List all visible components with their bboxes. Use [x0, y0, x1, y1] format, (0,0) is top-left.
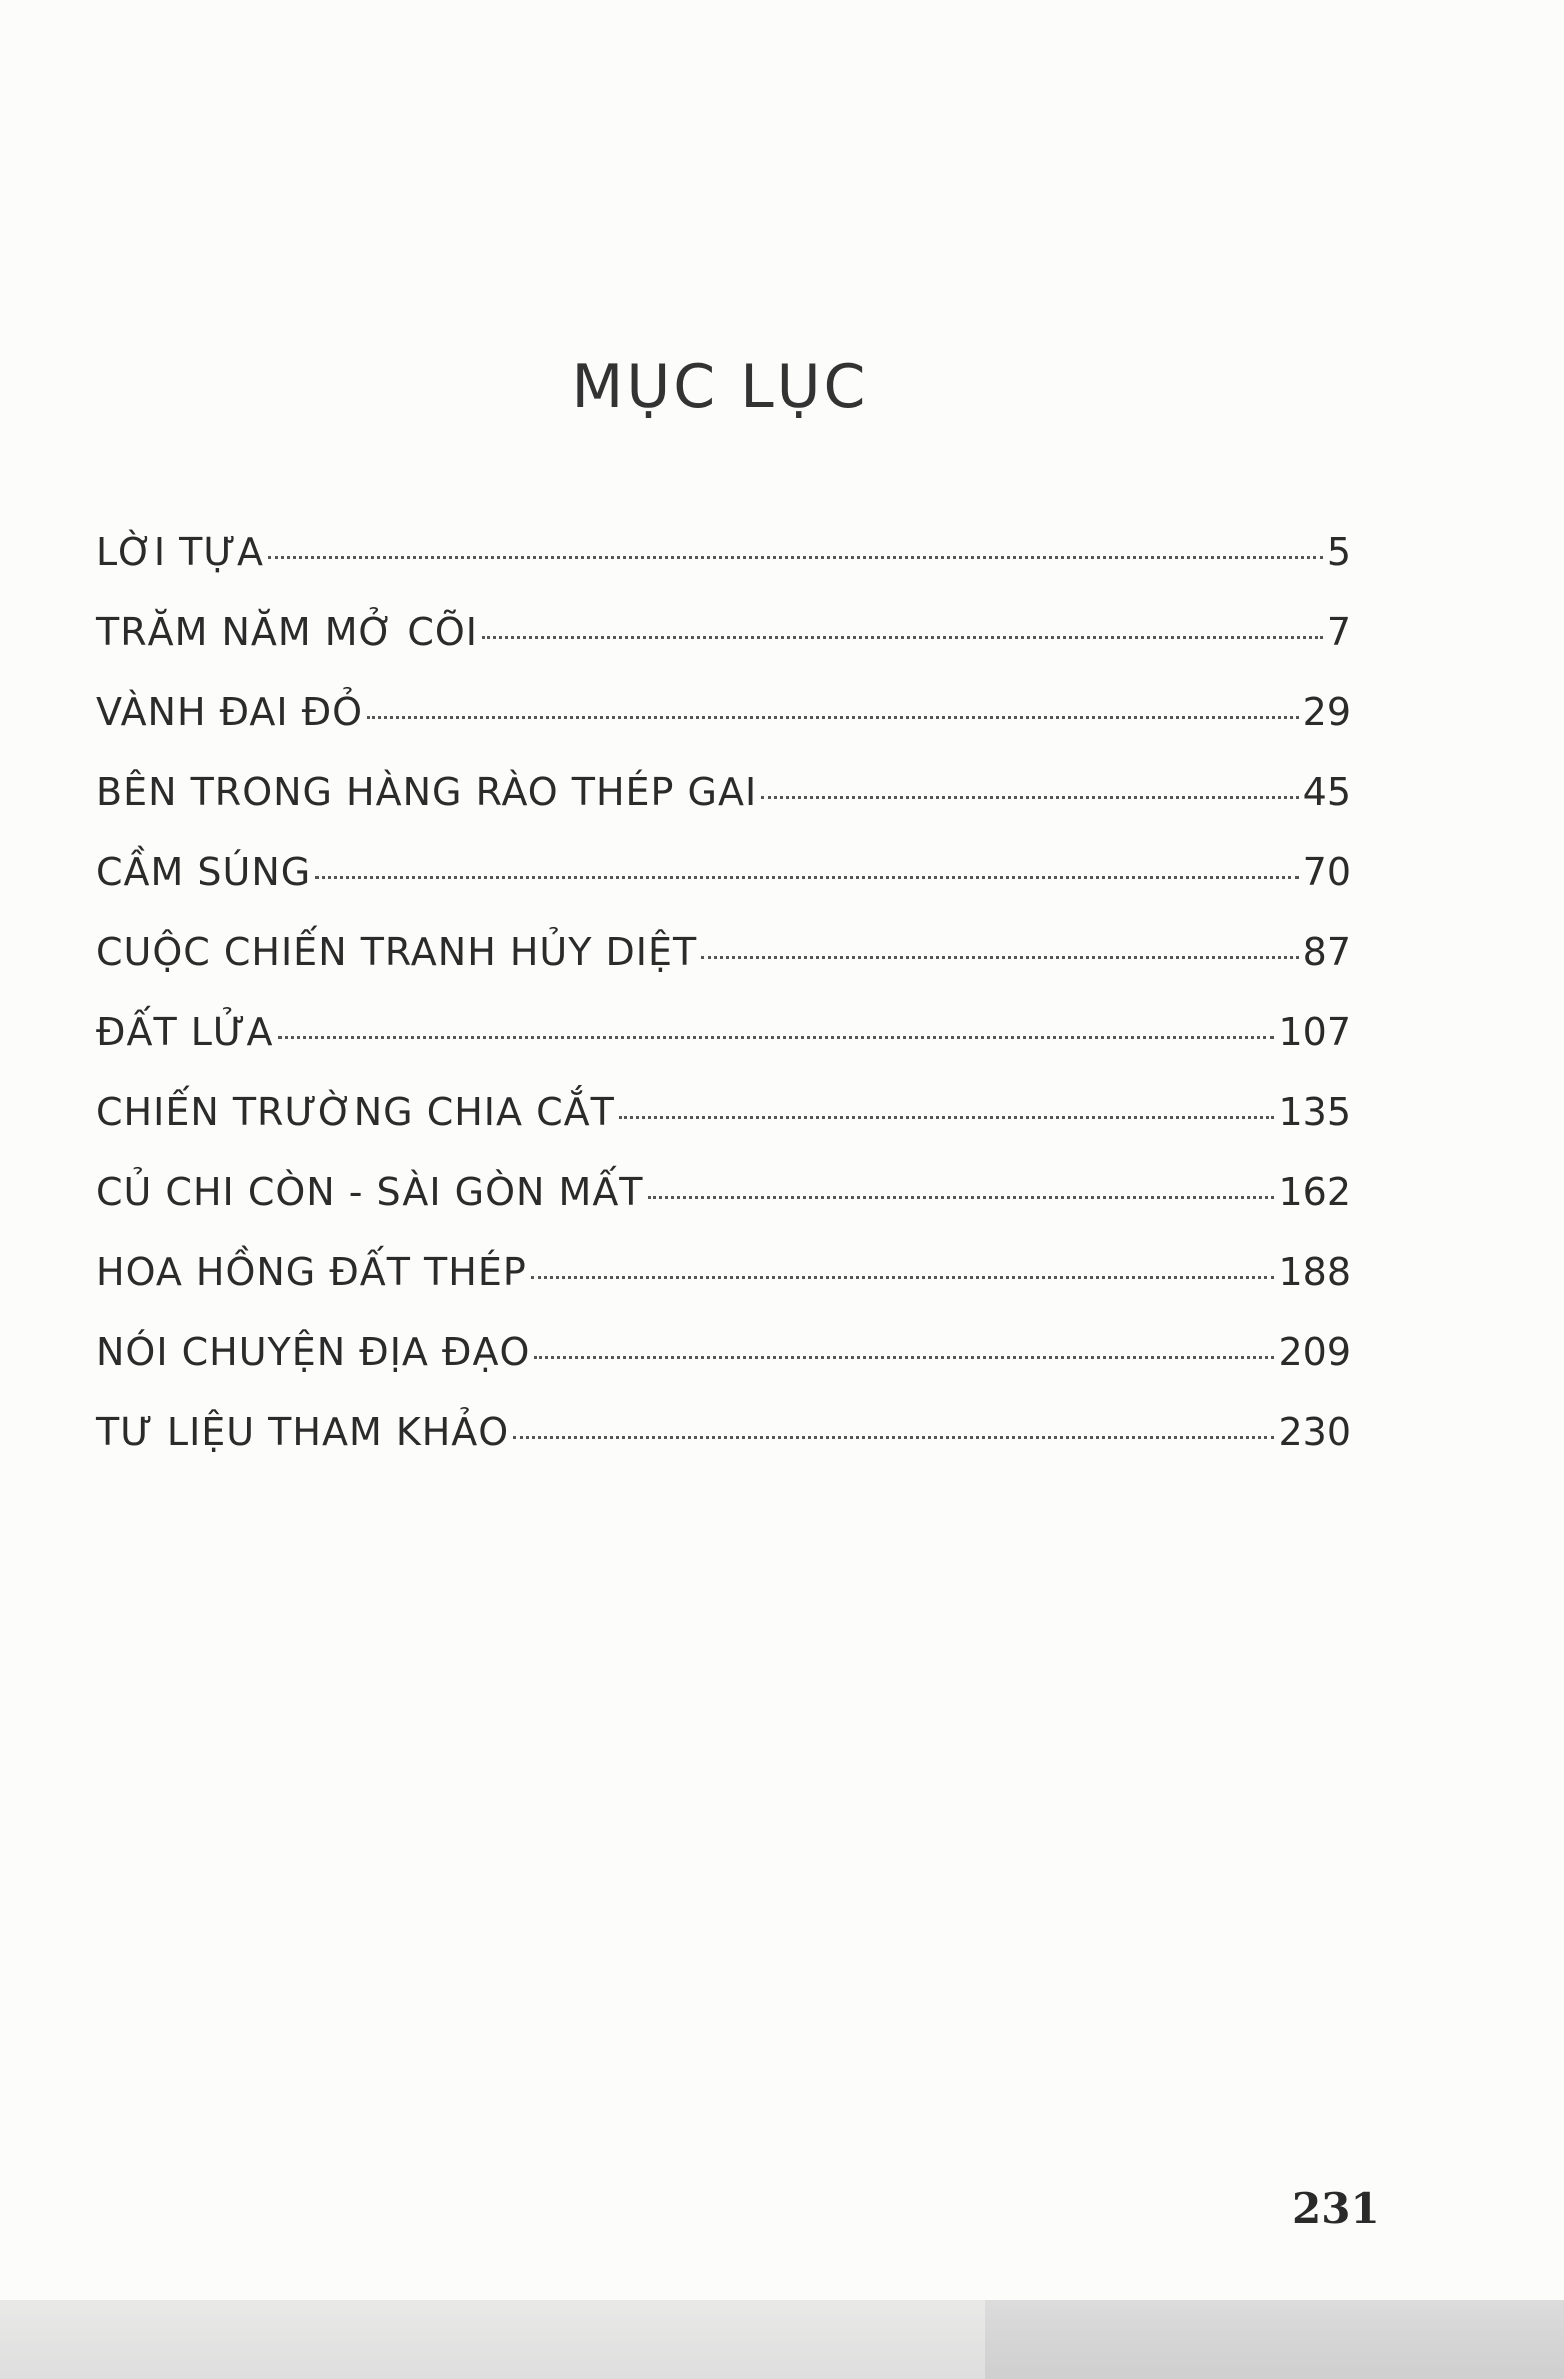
dot-leader	[315, 875, 1298, 879]
toc-entry-page: 5	[1326, 530, 1351, 574]
dot-leader	[761, 795, 1298, 799]
toc-entry-title: CHIẾN TRƯỜNG CHIA CẮT	[96, 1090, 615, 1134]
toc-entry-title: VÀNH ĐAI ĐỎ	[96, 690, 364, 734]
dot-leader	[367, 715, 1299, 719]
toc-entry-title: HOA HỒNG ĐẤT THÉP	[96, 1250, 527, 1294]
toc-entry	[96, 1072, 1351, 1152]
dot-leader	[534, 1355, 1274, 1359]
toc-entry	[96, 1152, 1351, 1232]
toc-entry-page: 29	[1302, 690, 1351, 734]
toc-entry-title: TƯ LIỆU THAM KHẢO	[96, 1410, 510, 1454]
toc-entry	[96, 1312, 1351, 1392]
toc-entry-page: 162	[1278, 1170, 1351, 1214]
dot-leader	[701, 955, 1298, 959]
toc-entry	[96, 672, 1351, 752]
dot-leader	[278, 1035, 1275, 1039]
toc-entry-title: ĐẤT LỬA	[96, 1010, 274, 1054]
toc-entry	[96, 912, 1351, 992]
toc-entry-page: 87	[1302, 930, 1351, 974]
toc-entry	[96, 1392, 1351, 1472]
toc-entry	[96, 752, 1351, 832]
toc-entry-page: 230	[1278, 1410, 1351, 1454]
dot-leader	[531, 1275, 1275, 1279]
table-of-contents	[96, 512, 1351, 1472]
page-number: 231	[1292, 2184, 1380, 2233]
toc-entry-page: 135	[1278, 1090, 1351, 1134]
dot-leader	[268, 555, 1323, 559]
toc-entry-page: 45	[1302, 770, 1351, 814]
scan-edge-shadow	[985, 2300, 1564, 2379]
toc-entry-page: 188	[1278, 1250, 1351, 1294]
toc-entry	[96, 592, 1351, 672]
dot-leader	[648, 1195, 1275, 1199]
toc-entry-title: CỦ CHI CÒN - SÀI GÒN MẤT	[96, 1170, 644, 1214]
dot-leader	[482, 635, 1323, 639]
toc-entry-title: NÓI CHUYỆN ĐỊA ĐẠO	[96, 1330, 531, 1374]
toc-entry	[96, 1232, 1351, 1312]
dot-leader	[619, 1115, 1275, 1119]
toc-entry-page: 70	[1302, 850, 1351, 894]
toc-entry-title: CUỘC CHIẾN TRANH HỦY DIỆT	[96, 930, 698, 974]
dot-leader	[513, 1435, 1274, 1439]
toc-entry-title: CẦM SÚNG	[96, 850, 312, 894]
toc-entry-page: 209	[1278, 1330, 1351, 1374]
toc-entry-title: TRĂM NĂM MỞ CÕI	[96, 610, 478, 654]
toc-entry-title: LỜI TỰA	[96, 530, 264, 574]
toc-entry-page: 107	[1278, 1010, 1351, 1054]
toc-entry	[96, 832, 1351, 912]
toc-entry	[96, 512, 1351, 592]
toc-entry-page: 7	[1326, 610, 1351, 654]
toc-entry	[96, 992, 1351, 1072]
toc-heading: MỤC LỤC	[571, 352, 869, 422]
toc-entry-title: BÊN TRONG HÀNG RÀO THÉP GAI	[96, 770, 758, 814]
